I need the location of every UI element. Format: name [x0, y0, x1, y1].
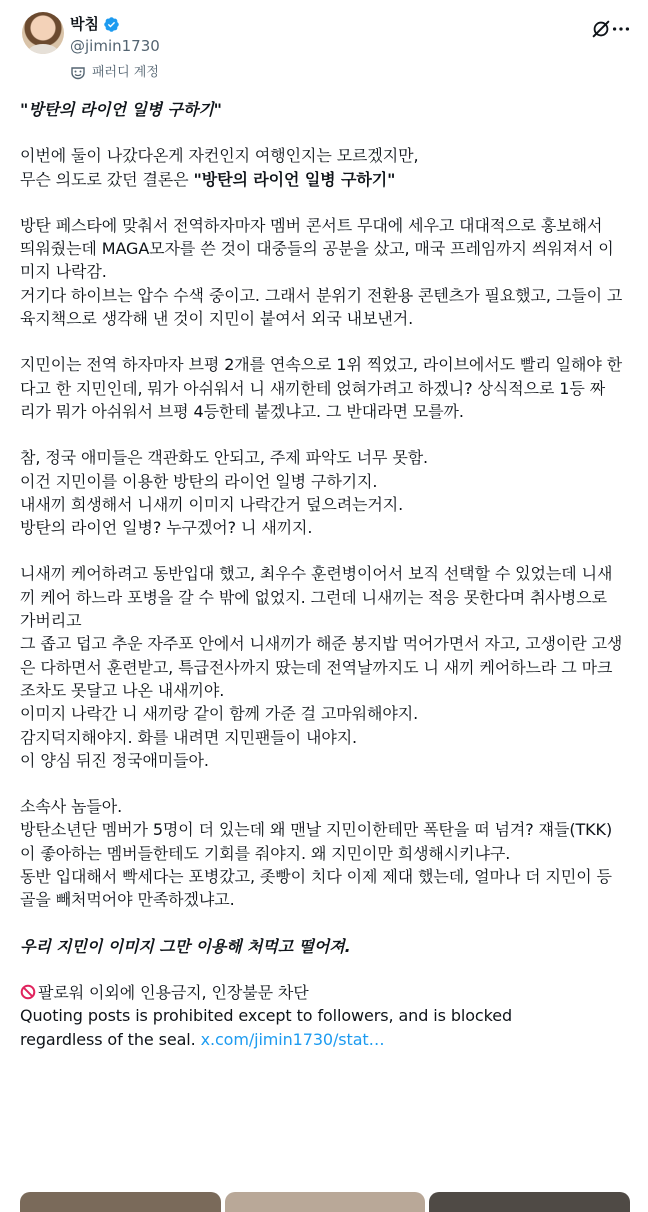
verified-badge-icon	[103, 16, 120, 33]
notice-english-1: Quoting posts is prohibited except to followers, and is blocked	[20, 1006, 512, 1026]
paragraph-6: 소속사 놈들아. 방탄소년단 멤버가 5명이 더 있는데 왜 맨날 지민이한테만 폭탄을 떠 넘겨? 쟤들(TKK) 이 좋아하는 멤버들한테도 기회를 줘야지. 왜 지민이만 희생해시키냐구. 동반 입대해서 빡세다는 포병갔고, 좃빵이 치다 이제 제대 했는데, 얼마나 더 지민이 등 골을 빼처먹어야 만족하겠냐고.	[20, 797, 613, 910]
author-handle[interactable]: @jimin1730	[70, 37, 160, 55]
parody-mask-icon	[70, 65, 86, 81]
parody-label-text: 패러디 계정	[92, 65, 159, 80]
notice-korean: 팔로워 이외에 인용금지, 인장불문 차단	[38, 982, 309, 1002]
prohibited-icon	[20, 984, 36, 1000]
more-options-icon[interactable]	[610, 18, 632, 40]
closing-line: 우리 지민이 이미지 그만 이용해 처먹고 떨어져.	[20, 936, 351, 956]
paragraph-4: 참, 정국 애미들은 객관화도 안되고, 주제 파악도 너무 못함. 이건 지민이를 이용한 방탄의 라이언 일병 구하기지. 내새끼 희생해서 니새끼 이미지 나락간거 덮으려는거지. 방탄의 라이언 일병? 누구겠어? 니 새끼지.	[20, 448, 429, 538]
post-header	[22, 12, 626, 92]
author-name[interactable]: 박침	[70, 15, 99, 33]
parody-account-label	[70, 64, 159, 82]
author-name-row	[70, 14, 120, 34]
media-thumbnail[interactable]	[225, 1192, 426, 1212]
avatar[interactable]	[22, 12, 64, 54]
post-link[interactable]: x.com/jimin1730/stat…	[200, 1029, 385, 1049]
paragraph-3: 지민이는 전역 하자마자 브평 2개를 연속으로 1위 찍었고, 라이브에서도 빨리 일해야 한 다고 한 지민인데, 뭐가 아쉬워서 니 새끼한테 얹혀가려고 하겠니? 상식적으로 1등 짜 리가 뭐가 아쉬워서 브평 4등한테 붙겠냐고. 그 반대라면 모를까.	[20, 355, 623, 421]
media-thumbnail[interactable]	[20, 1192, 221, 1212]
post-body	[20, 98, 632, 1074]
grok-icon[interactable]	[590, 18, 612, 40]
post-title: "방탄의 라이언 일병 구하기"	[20, 100, 222, 119]
paragraph-1: 이번에 둘이 나갔다온게 자컨인지 여행인지는 모르겠지만, 무슨 의도로 갔던 결론은 "방탄의 라이언 일병 구하기"	[20, 146, 419, 189]
media-thumbnail[interactable]	[429, 1192, 630, 1212]
notice-english-2: regardless of the seal.	[20, 1029, 201, 1049]
media-preview-strip[interactable]	[20, 1192, 630, 1212]
paragraph-5: 니새끼 케어하려고 동반입대 했고, 최우수 훈련병이어서 보직 선택할 수 있었는데 니새 끼 케어 하느라 포병을 갈 수 밖에 없었지. 그런데 니새끼는 적응 못한다며 취사병으로 가버리고 그 좁고 덥고 추운 자주포 안에서 니새끼가 해준 봉지밥 먹어가면서 자고, 고생이란 고생 은 다하면서 훈련받고, 특급전사까지 땄는데 전역날까지도 니 새끼 케어하느라 그 마크 조차도 못달고 나온 내새끼야. 이미지 나락간 니 새끼랑 같이 함께 가준 걸 고마워해야지. 감지덕지해야지. 화를 내려면 지민팬들이 내야지. 이 양심 뒤진 정국애미들아.	[20, 564, 623, 770]
paragraph-2: 방탄 페스타에 맞춰서 전역하자마자 멤버 콘서트 무대에 세우고 대대적으로 홍보해서 띄워줬는데 MAGA모자를 쓴 것이 대중들의 공분을 샀고, 매국 프레임까지 씌워져서 이 미지 나락감. 거기다 하이브는 압수 수색 중이고. 그래서 분위기 전환용 콘텐츠가 필요했고, 그들이 고 육지책으로 생각해 낸 것이 지민이 붙여서 외국 내보낸거.	[20, 215, 623, 329]
quote-notice	[20, 981, 632, 1051]
